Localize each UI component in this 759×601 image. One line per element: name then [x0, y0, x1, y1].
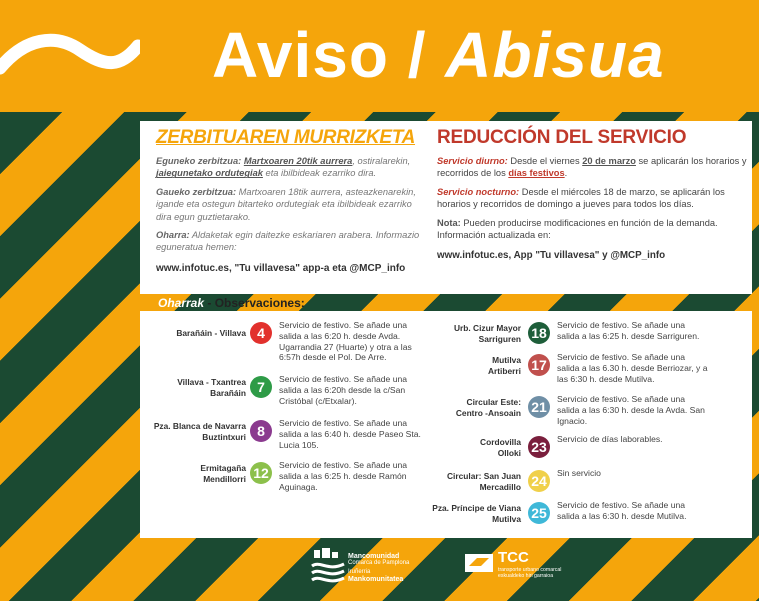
line-25-stops: Pza. Príncipe de Viana Mutilva [432, 503, 521, 524]
spanish-heading: REDUCCIÓN DEL SERVICIO [437, 127, 687, 148]
line-25-badge: 25 [528, 502, 550, 524]
line-21-description: Servicio de festivo. Se añade una salida a las 6:30 h. desde la Avda. San Ignacio. [557, 394, 705, 426]
line-24-description: Sin servicio [557, 468, 601, 478]
line-23-description: Servicio de días laborables. [557, 434, 663, 444]
spanish-note: Nota: Pueden producirse modificaciones en función de la demanda. Información actualizada en: [437, 217, 718, 241]
line-7-badge: 7 [250, 376, 272, 398]
line-24-stops: Circular: San Juan Mercadillo [446, 471, 521, 492]
line-12-stops: Ermitagaña Mendillorri [200, 463, 246, 484]
line-17-badge: 17 [528, 354, 550, 376]
line-23-stops: Cordovilla Olloki [480, 437, 521, 458]
line-25-description: Servicio de festivo. Se añade una salida a las 6:30 h. desde Mutilva. [557, 500, 687, 521]
spanish-day-service: Servicio diurno: Desde el viernes 20 de marzo se aplicarán los horarios y recorridos de los días festivos. [437, 156, 747, 179]
basque-column [156, 127, 428, 274]
mancomunidad-logo-text: Mancomunidad Comarca de Pamplona Iruñerria Mankomunitatea [348, 553, 410, 583]
line-17-description: Servicio de festivo. Se añade una salida a las 6.30 h. desde Berriozar, y a las 6:30 h. desde Mutilva. [557, 352, 708, 384]
basque-note: Oharra: Aldaketak egin daitezke eskariaren arabera. Informazio eguneratua hemen: [156, 230, 420, 253]
tcc-logo-subtitle: transporte urbano comarcal eskualdeko hiri garraioa [498, 567, 562, 579]
line-21-stops: Circular Este: Centro -Ansoain [455, 397, 521, 418]
basque-night-service: Gaueko zerbitzua: Martxoaren 18tik aurrera, asteazkenarekin, igande eta ostegun bitarteko ordutegiak eta ibilbideak ezarriko dira egun guztietarako. [156, 186, 416, 222]
tcc-logo-name: TCC [498, 549, 529, 566]
line-12-badge: 12 [250, 462, 272, 484]
observations-title: Oharrak - Observaciones: [158, 296, 305, 310]
line-18-description: Servicio de festivo. Se añade una salida a las 6:25 h. desde Sarriguren. [557, 320, 700, 341]
line-7-description: Servicio de festivo. Se añade una salida a las 6:20h desde la c/San Cristóbal (c/Etxalar). [279, 374, 408, 406]
line-4-description: Servicio de festivo. Se añade una salida a las 6:20 h. desde Avda. Ugarrandia 27 (Huarte) y otra a las 6:57h desde el Pol. De Arre. [279, 320, 412, 363]
line-17-stops: Mutilva Artiberri [487, 355, 521, 376]
line-8-description: Servicio de festivo. Se añade una salida a las 6:40 h. desde Paseo Sta. Lucia 105. [279, 418, 421, 450]
spanish-night-service: Servicio nocturno: Desde el miércoles 18 de marzo, se aplicarán los horarios y recorridos de domingo a jueves para todos los días. [437, 186, 725, 210]
mancomunidad-logo-icon [310, 548, 346, 584]
header-banner [0, 0, 759, 112]
line-21-badge: 21 [528, 396, 550, 418]
footer-logos [0, 540, 759, 601]
notice-panel [140, 121, 752, 294]
basque-heading: ZERBITUAREN MURRIZKETA [156, 127, 416, 148]
line-23-badge: 23 [528, 436, 550, 458]
line-4-stops: Barañáin - Villava [176, 328, 246, 338]
line-18-stops: Urb. Cizur Mayor Sarriguren [453, 323, 521, 344]
line-4-badge: 4 [250, 322, 272, 344]
observations-panel [140, 311, 752, 538]
basque-web-info: www.infotuc.es, "Tu villavesa" app-a eta @MCP_info [156, 262, 406, 274]
spanish-web-info: www.infotuc.es, App "Tu villavesa" y @MCP_info [437, 250, 666, 262]
basque-day-service: Eguneko zerbitzua: Martxoaren 20tik aurrera, ostiralarekin, jaiegunetako ordutegiak eta ibilbideak ezarriko dira. [156, 156, 411, 179]
line-8-badge: 8 [250, 420, 272, 442]
line-7-stops: Villava - Txantrea Barañáin [177, 377, 246, 398]
page-title: Aviso / Abisua [212, 19, 665, 91]
wave-logo-icon [0, 28, 140, 88]
line-24-badge: 24 [528, 470, 550, 492]
tcc-logo-icon [463, 552, 495, 574]
line-8-stops: Pza. Blanca de Navarra Buztintxuri [153, 421, 246, 442]
line-12-description: Servicio de festivo. Se añade una salida a las 6:25 h. desde Ramón Aguinaga. [279, 460, 408, 492]
line-18-badge: 18 [528, 322, 550, 344]
spanish-column [437, 127, 749, 261]
